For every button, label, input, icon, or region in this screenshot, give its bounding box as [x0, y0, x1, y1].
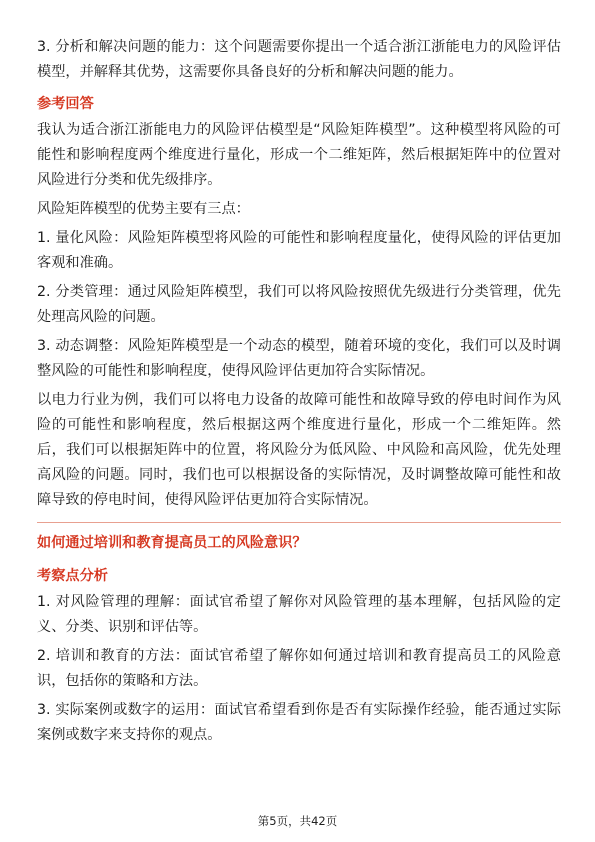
question-point-1: 1. 对风险管理的理解：面试官希望了解你对风险管理的基本理解，包括风险的定义、分类、识别和评估等。: [37, 594, 561, 635]
question-point-2: 2. 培训和教育的方法：面试官希望了解你如何通过培训和教育提高员工的风险意识，包括你的策略和方法。: [37, 648, 561, 689]
question-heading: 如何通过培训和教育提高员工的风险意识？: [37, 535, 307, 551]
advantage-2: 2. 分类管理：通过风险矩阵模型，我们可以将风险按照优先级进行分类管理，优先处理高风险的问题。: [37, 284, 561, 325]
page-content: [37, 35, 561, 752]
analysis-heading: 考察点分析: [37, 568, 108, 584]
advantage-1: 1. 量化风险：风险矩阵模型将风险的可能性和影响程度量化，使得风险的评估更加客观和准确。: [37, 230, 561, 271]
question-point-3: 3. 实际案例或数字的运用：面试官希望看到你是否有实际操作经验，能否通过实际案例或数字来支持你的观点。: [37, 702, 561, 743]
reference-answer-heading: 参考回答: [37, 96, 94, 112]
section-divider: [37, 522, 561, 523]
page-number: 第5页，共42页: [257, 814, 338, 828]
industry-example: 以电力行业为例，我们可以将电力设备的故障可能性和故障导致的停电时间作为风险的可能性和影响程度，然后根据这两个维度进行量化，形成一个二维矩阵。然后，我们可以根据矩阵中的位置，将风险分为低风险、中风险和高风险，优先处理高风险的问题。同时，我们也可以根据设备的实际情况，及时调整故障可能性和故障导致的停电时间，使得风险评估更加符合实际情况。: [37, 392, 561, 508]
advantage-3: 3. 动态调整：风险矩阵模型是一个动态的模型，随着环境的变化，我们可以及时调整风险的可能性和影响程度，使得风险评估更加符合实际情况。: [37, 338, 561, 379]
advantages-intro: 风险矩阵模型的优势主要有三点：: [37, 201, 250, 217]
answer-intro: 我认为适合浙江浙能电力的风险评估模型是“风险矩阵模型”。这种模型将风险的可能性和影响程度两个维度进行量化，形成一个二维矩阵，然后根据矩阵中的位置对风险进行分类和优先级排序。: [37, 122, 561, 188]
analysis-point-3: 3. 分析和解决问题的能力：这个问题需要你提出一个适合浙江浙能电力的风险评估模型，并解释其优势，这需要你具备良好的分析和解决问题的能力。: [37, 39, 561, 80]
